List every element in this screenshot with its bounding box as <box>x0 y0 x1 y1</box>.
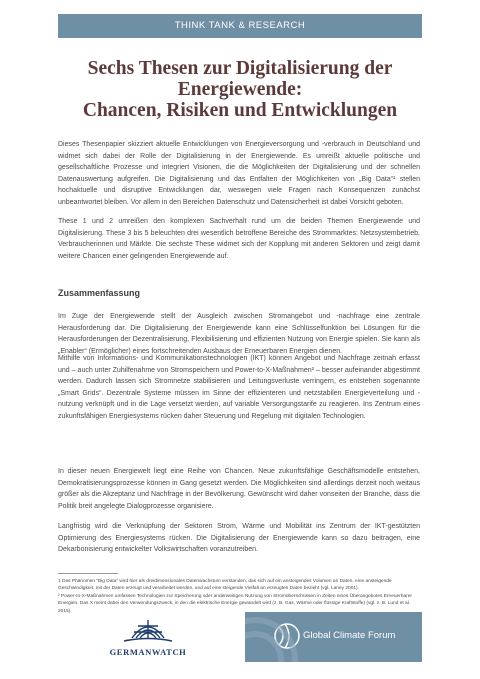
footnotes <box>58 578 420 615</box>
banner-label: THINK TANK & RESEARCH <box>174 20 306 31</box>
summary-paragraph-3: In dieser neuen Energiewelt liegt eine Reihe von Chancen. Neue zukunftsfähige Geschäftsmodelle entstehen, Demokratisierungsprozesse können in Gang gesetzt werden. Die Möglichkeiten sind allerdings derzeit noch weitaus größer als die Akzeptanz und Nachfrage in der Bevölkerung. Gewünscht wird daher vonseiten der Branche, dass die Politik breit angelegte Dialogprozesse organisiere. <box>58 468 420 510</box>
footer-logos <box>58 612 422 662</box>
germanwatch-wordmark: GERMANWATCH <box>109 647 187 657</box>
germanwatch-logo <box>58 612 238 662</box>
title-line-1: Sechs Thesen zur Digitalisierung der <box>87 58 393 79</box>
intro-paragraph-2: These 1 und 2 umreißen den komplexen Sachverhalt rund um die beiden Themen Energiewende und Digitalisierung. These 3 bis 5 beleuchten drei wesentlich betroffene Bereiche des Strommarktes: Netzsystembetrieb, Verbraucherinnen und Märkte. Die sechste These widmet sich der Kopplung mit anderen Sektoren und zeigt damit weitere Chancen einer gelingenden Energiewende auf. <box>58 218 420 260</box>
document-title <box>40 58 440 121</box>
title-line-3: Chancen, Risiken und Entwicklungen <box>82 100 398 121</box>
footnote-divider <box>58 573 118 574</box>
header-banner <box>58 14 422 38</box>
summary-paragraph-4: Langfristig wird die Verknüpfung der Sektoren Strom, Wärme und Mobilität ins Zentrum der IKT-gestützten Optimierung des Energiesystems rücken. Die Digitalisierung der Energiewende kann so dazu beitragen, eine Dekarbonisierung entwickelter Volkswirtschaften voranzutreiben. <box>58 523 420 554</box>
summary-paragraph-1: Im Zuge der Energiewende stellt der Ausgleich zwischen Stromangebot und -nachfrage eine zentrale Herausforderung dar. Die Digitalisierung der Energiewende kann eine Schlüsselfunktion bei Lösungen für die Herausforderungen der Dezentralisierung, Flexibilisierung und effizienten Nutzung von Energie spielen. Sie kann als „Enabler“ (Ermöglicher) eines fortschreitenden Ausbaus der Erneuerbaren Energien dienen. <box>58 313 420 355</box>
intro-paragraph-1: Dieses Thesenpapier skizziert aktuelle Entwicklungen von Energieversorgung und -verbrauch in Deutschland und widmet sich dabei der Rolle der Digitalisierung in der Energiewende. Es umreißt aktuelle politische und gesellschaftliche Prozesse und integriert Visionen, die die Möglichkeiten der Digitalisierung und der schnellen Datenauswertung aufgreifen. Die Digitalisierung und das Entfalten der Möglichkeiten von „Big Data“¹ stellen hochaktuelle und disruptive Entwicklungen dar, weswegen viele Fragen nach Konsequenzen zunächst unbeantwortet bleiben. Vor allem in den Bereichen Datenschutz und Datensicherheit ist dabei Vorsicht geboten. <box>58 141 420 206</box>
summary-paragraph-2: Mithilfe von Informations- und Kommunikationstechnologien (IKT) können Angebot und Nachfrage zeitnah erfasst und – auch unter Zuhilfenahme von Stromspeichern und Power-to-X-Maßnahmen² – besser aufeinander abgestimmt werden. Dadurch lassen sich Stromnetze stabilisieren und Leitungsverluste verringern, es entstehen sogenannte „Smart Grids“. Dezentrale Systeme müssen im Sinne der effizienteren und netzstabilen Energieverteilung und -nutzung verknüpft und in die Lage versetzt werden, auf variable Versorgungstarife zu reagieren. Ins Zentrum eines zukunftsfähigen Energiesystems rücken daher Steuerung und Regelung mit digitalen Technologien. <box>58 355 420 420</box>
global-climate-forum-logo <box>245 612 422 662</box>
summary-heading: Zusammenfassung <box>58 288 141 298</box>
germanwatch-globe-icon <box>58 612 238 646</box>
footnote-1: 1 Das Phänomen “Big Data” wird hier als dreidimensionales Datenwachstum verstanden, das sich auf ein ansteigendes Volumen an Daten, eine ansteigende Geschwindigkeit, mit der Daten erzeugt und verarbeitet werden, und auf eine steigende Vielfalt an erzeugten Daten bezieht (vgl. Laney 2001). <box>58 579 392 592</box>
footnote-2: ² Power-to-X-Maßnahmen umfassen Technologien zur Speicherung oder anderweitigen Nutzung von Stromüberschüssen in Zeiten eines Überangebotes Erneuerbarer Energien. Das X meint dabei den Verwendungszweck, in den die elektrische Energie gewandelt wird (z. B. Gas, Wärme oder flüssige Kraftstoffe) (vgl. z. B. Lund et al. 2015). <box>58 594 413 614</box>
global-climate-forum-wordmark: Global Climate Forum <box>303 630 396 641</box>
title-line-2: Energiewende: <box>177 79 303 100</box>
